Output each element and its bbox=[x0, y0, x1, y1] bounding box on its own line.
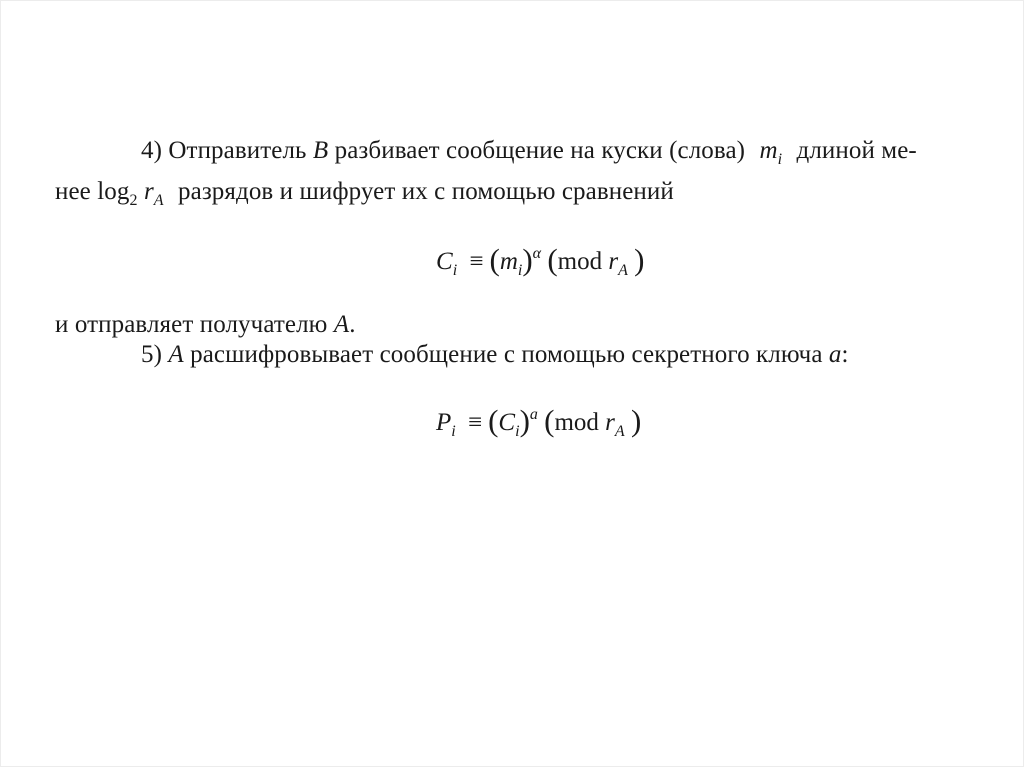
para5-text: расшифровывает сообщение с помощью секретного ключа bbox=[190, 341, 823, 368]
para4-text-d: нее bbox=[55, 178, 91, 205]
log-expression: $\log_2$ bbox=[97, 178, 138, 209]
para4-line2 bbox=[55, 177, 674, 207]
para4-text-a: Отправитель bbox=[168, 137, 307, 164]
para5-number: 5) bbox=[141, 341, 163, 368]
send-line: и отправляет получателю A. bbox=[55, 311, 356, 338]
para4-text-e: разрядов и шифрует их с помощью сравнений bbox=[178, 178, 674, 205]
para4-number: 4) bbox=[141, 137, 163, 164]
recipient-symbol: A bbox=[333, 311, 350, 338]
decryption-formula: $P_i \equiv (C_i)^a$ (mod $r_A$ ) bbox=[436, 403, 642, 440]
sender-symbol: B bbox=[312, 137, 329, 164]
actor-symbol: A bbox=[168, 341, 184, 368]
para5-line1: 5) A расшифровывает сообщение с помощью секретного ключа a: bbox=[141, 341, 849, 368]
para4-text-b: разбивает сообщение на куски (слова) bbox=[334, 137, 746, 164]
encryption-formula: $C_i \equiv (m_i)^\alpha$ (mod $r_A$ ) bbox=[436, 242, 645, 279]
key-symbol: a bbox=[828, 341, 842, 368]
para4-text-c: длиной ме- bbox=[796, 137, 917, 164]
modulus-symbol: $r_A$ bbox=[143, 178, 164, 209]
para4-line1 bbox=[141, 136, 917, 166]
word-symbol: $m_i$ bbox=[759, 137, 783, 168]
